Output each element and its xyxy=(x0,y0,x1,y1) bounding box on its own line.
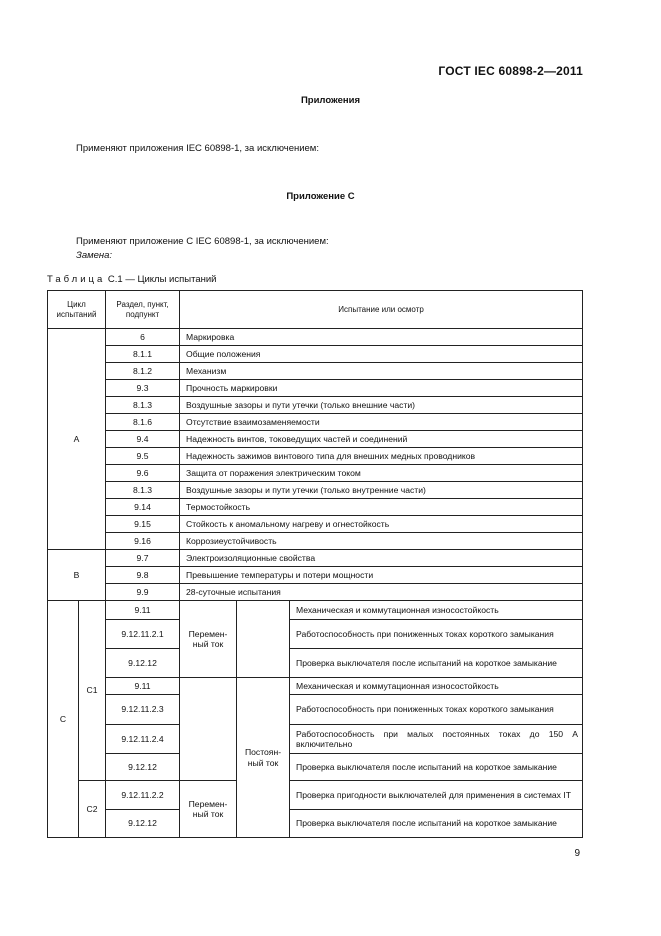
table-row xyxy=(48,465,583,482)
appendices-title: Приложения xyxy=(300,95,361,106)
test-cell: Коррозиеустойчивость xyxy=(180,533,583,550)
table-row xyxy=(48,781,583,810)
table-row xyxy=(48,567,583,584)
test-cell: Маркировка xyxy=(180,329,583,346)
test-cell: Механическая и коммутационная износостойкость xyxy=(290,601,583,620)
test-cell: Проверка выключателя после испытаний на короткое замыкание xyxy=(290,810,583,838)
test-cycles-table xyxy=(47,290,583,838)
clause-cell: 8.1.3 xyxy=(106,397,180,414)
table-row xyxy=(48,516,583,533)
cycle-c1-label: C1 xyxy=(79,601,106,781)
test-cell: Проверка выключателя после испытаний на короткое замыкание xyxy=(290,754,583,781)
current-type-dc: Постоян-ный ток xyxy=(237,678,290,838)
clause-cell: 9.12.11.2.2 xyxy=(106,781,180,810)
test-cell: Проверка выключателя после испытаний на короткое замыкание xyxy=(290,649,583,678)
clause-cell: 9.8 xyxy=(106,567,180,584)
current-type-ac: Перемен-ный ток xyxy=(180,601,237,678)
header-clause: Раздел, пункт, подпункт xyxy=(106,291,180,329)
test-cell: Термостойкость xyxy=(180,499,583,516)
table-row xyxy=(48,329,583,346)
table-row xyxy=(48,346,583,363)
appendix-c-title: Приложение C xyxy=(286,191,355,202)
clause-cell: 9.12.11.2.4 xyxy=(106,725,180,754)
test-cell: Общие положения xyxy=(180,346,583,363)
table-caption-word: Таблица xyxy=(47,274,106,285)
test-cell: Механизм xyxy=(180,363,583,380)
test-cell: Воздушные зазоры и пути утечки (только внутренние части) xyxy=(180,482,583,499)
clause-cell: 8.1.6 xyxy=(106,414,180,431)
clause-cell: 9.16 xyxy=(106,533,180,550)
table-row xyxy=(48,482,583,499)
clause-cell: 9.3 xyxy=(106,380,180,397)
table-row xyxy=(48,363,583,380)
table-row xyxy=(48,499,583,516)
table-row xyxy=(48,810,583,838)
clause-cell: 9.12.12 xyxy=(106,754,180,781)
test-cell: Отсутствие взаимозаменяемости xyxy=(180,414,583,431)
table-row xyxy=(48,678,583,695)
table-row xyxy=(48,533,583,550)
page-number: 9 xyxy=(574,848,580,859)
clause-cell: 9.12.12 xyxy=(106,810,180,838)
test-cell: Стойкость к аномальному нагреву и огнестойкость xyxy=(180,516,583,533)
table-row xyxy=(48,414,583,431)
clause-cell: 9.11 xyxy=(106,601,180,620)
clause-cell: 9.6 xyxy=(106,465,180,482)
clause-cell: 9.7 xyxy=(106,550,180,567)
blank-cell xyxy=(180,678,237,781)
test-cell: Защита от поражения электрическим током xyxy=(180,465,583,482)
clause-cell: 9.12.11.2.1 xyxy=(106,620,180,649)
current-type-ac: Перемен-ный ток xyxy=(180,781,237,838)
clause-cell: 9.11 xyxy=(106,678,180,695)
clause-cell: 8.1.3 xyxy=(106,482,180,499)
clause-cell: 9.15 xyxy=(106,516,180,533)
standard-header: ГОСТ IEC 60898-2—2011 xyxy=(438,64,583,78)
clause-cell: 9.4 xyxy=(106,431,180,448)
cycle-b-label: B xyxy=(48,550,106,601)
test-cell: Превышение температуры и потери мощности xyxy=(180,567,583,584)
clause-cell: 9.12.12 xyxy=(106,649,180,678)
header-test: Испытание или осмотр xyxy=(180,291,583,329)
header-cycle: Цикл испытаний xyxy=(48,291,106,329)
table-row xyxy=(48,431,583,448)
test-cell: Прочность маркировки xyxy=(180,380,583,397)
clause-cell: 8.1.1 xyxy=(106,346,180,363)
test-cell: Воздушные зазоры и пути утечки (только внешние части) xyxy=(180,397,583,414)
table-row xyxy=(48,649,583,678)
test-cell: Работоспособность при малых постоянных токах до 150 А включительно xyxy=(290,725,583,754)
clause-cell: 9.14 xyxy=(106,499,180,516)
replacement-label: Замена: xyxy=(76,250,113,261)
table-row xyxy=(48,601,583,620)
cycle-c-label: C xyxy=(48,601,79,838)
appendix-c-text: Применяют приложение C IEC 60898-1, за исключением: xyxy=(76,236,329,247)
table-row xyxy=(48,725,583,754)
table-row xyxy=(48,620,583,649)
appendices-text: Применяют приложения IEC 60898-1, за исключением: xyxy=(76,143,319,154)
cycle-c2-label: C2 xyxy=(79,781,106,838)
blank-cell xyxy=(237,601,290,678)
table-row xyxy=(48,397,583,414)
table-caption xyxy=(47,274,216,285)
clause-cell: 9.12.11.2.3 xyxy=(106,695,180,725)
test-cell: Электроизоляционные свойства xyxy=(180,550,583,567)
test-cell: Работоспособность при пониженных токах короткого замыкания xyxy=(290,620,583,649)
table-caption-text: C.1 — Циклы испытаний xyxy=(107,274,217,285)
test-cell: Надежность винтов, токоведущих частей и соединений xyxy=(180,431,583,448)
test-cell: Механическая и коммутационная износостойкость xyxy=(290,678,583,695)
clause-cell: 9.9 xyxy=(106,584,180,601)
cycle-a-label: A xyxy=(48,329,106,550)
table-row xyxy=(48,695,583,725)
clause-cell: 9.5 xyxy=(106,448,180,465)
clause-cell: 8.1.2 xyxy=(106,363,180,380)
table-row xyxy=(48,754,583,781)
table-row xyxy=(48,584,583,601)
clause-cell: 6 xyxy=(106,329,180,346)
test-cell: Проверка пригодности выключателей для применения в системах IT xyxy=(290,781,583,810)
table-row xyxy=(48,448,583,465)
table-row xyxy=(48,550,583,567)
test-cell: Надежность зажимов винтового типа для внешних медных проводников xyxy=(180,448,583,465)
table-row xyxy=(48,380,583,397)
test-cell: 28-суточные испытания xyxy=(180,584,583,601)
table-row xyxy=(48,291,583,329)
test-cell: Работоспособность при пониженных токах короткого замыкания xyxy=(290,695,583,725)
